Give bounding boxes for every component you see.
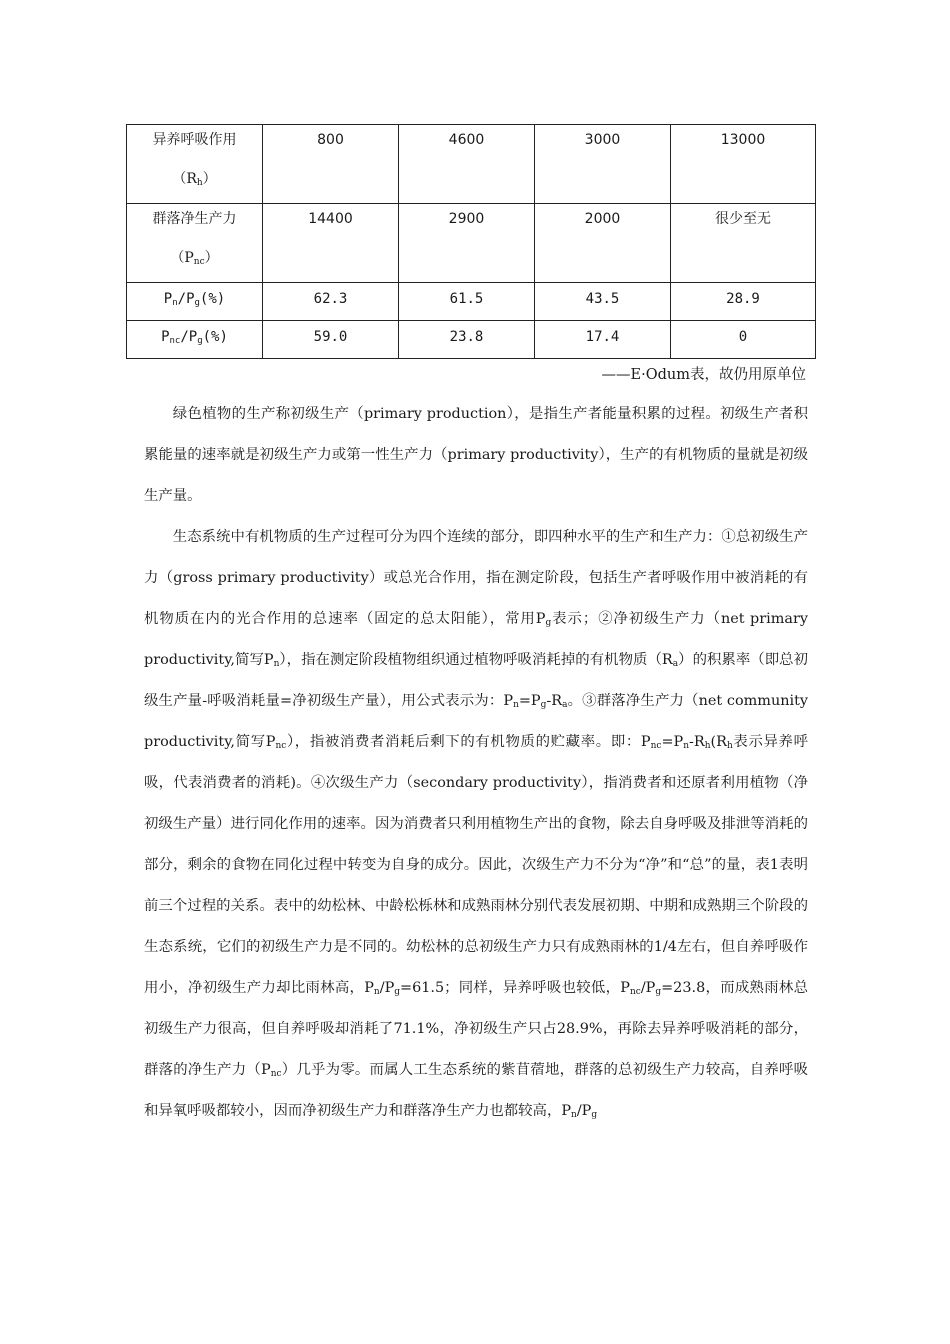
paragraph-productivity-levels [144, 517, 808, 1132]
row-label-text: 异养呼吸作用 [152, 132, 237, 148]
table-row [127, 321, 816, 359]
paren-close: ） [202, 171, 217, 187]
ratio-unit: (%) [202, 329, 228, 345]
cell-value: 4600 [448, 132, 485, 148]
table-cell [399, 283, 535, 321]
table-cell [263, 321, 399, 359]
table-cell [671, 321, 816, 359]
paren-open: （ [170, 250, 185, 266]
cell-value: 43.5 [585, 291, 620, 307]
text-run: -R [546, 693, 563, 709]
cell-value: 800 [317, 132, 344, 148]
table-cell [535, 321, 671, 359]
productivity-table [126, 124, 816, 359]
text-run: =P [518, 693, 541, 709]
table-cell [671, 283, 816, 321]
ratio-den: /P [177, 291, 195, 307]
table-source-note: ——E·Odum表，故仍用原单位 [601, 367, 806, 383]
table-cell [535, 125, 671, 204]
ratio-unit: (%) [199, 291, 226, 307]
text-run: /P [576, 1103, 592, 1119]
ratio-num-sub: n [172, 298, 178, 308]
table-cell [535, 204, 671, 283]
text-run: /P [379, 980, 395, 996]
table-cell [399, 321, 535, 359]
subscript: g [591, 1110, 598, 1120]
symbol-sub: nc [193, 257, 205, 267]
text-run: 表示异养呼吸，代表消费者的消耗)。④次级生产力（secondary productivity），指消费者和还原者利用植物（净初级生产量）进行同化作用的速率。因为消费者只利用植物生产出的食物，除去自身呼吸及排泄等消耗的部分，剩余的食物在同化过程中转变为自身的成分。因此，次级生产力不分为“净”和“总”的量，表1表明前三个过程的关系。表中的幼松林、中龄松栎林和成熟雨林分别代表发展初期、中期和成熟期三个阶段的生态系统，它们的初级生产力是不同的。幼松林的总初级生产力只有成熟雨林的1/4左右，但自养呼吸作用小，净初级生产力却比雨林高，P [144, 734, 808, 996]
subscript: n [513, 700, 519, 710]
subscript: g [655, 987, 662, 997]
cell-value: 61.5 [449, 291, 484, 307]
cell-value: 很少至无 [715, 211, 771, 227]
row-label-community-net-productivity [127, 204, 263, 283]
ratio-den-sub: g [197, 336, 203, 346]
subscript: n [273, 659, 280, 669]
table-cell [399, 125, 535, 204]
table-row [127, 125, 816, 204]
cell-value: 17.4 [585, 329, 620, 345]
text-run: =23.8，而成熟雨林总初级生产力很高，但自养呼吸却消耗了71.1%，净初级生产只占28.9%，再除去异养呼吸消耗的部分，群落的净生产力（P [144, 980, 808, 1078]
ratio-den-sub: g [194, 298, 200, 308]
table-cell [263, 125, 399, 204]
table-cell [399, 204, 535, 283]
subscript: g [540, 700, 547, 710]
text-run: 表示；②净初级生产力（net primary productivity,简写P [144, 611, 808, 668]
paren-open: （ [172, 171, 187, 187]
symbol-base: R [186, 171, 197, 187]
text-run: 。③群落净生产力（net community productivity,简写P [144, 693, 808, 750]
text-run: =61.5；同样，异养呼吸也较低，P [400, 980, 630, 996]
row-label-text: 群落净生产力 [152, 211, 237, 227]
symbol-base: P [184, 250, 194, 266]
paragraph-primary-production: 绿色植物的生产称初级生产（primary production），是指生产者能量积累的过程。初级生产者积累能量的速率就是初级生产力或第一性生产力（primary productivity），生产的有机物质的量就是初级生产量。 [144, 406, 808, 504]
table-cell [671, 204, 816, 283]
table-row [127, 204, 816, 283]
subscript: nc [650, 741, 662, 751]
cell-value: 14400 [308, 211, 353, 227]
subscript: g [394, 987, 401, 997]
cell-value: 3000 [584, 132, 621, 148]
table-cell [263, 283, 399, 321]
cell-value: 23.8 [449, 329, 484, 345]
row-label-heterotrophic-respiration [127, 125, 263, 204]
cell-value: 62.3 [313, 291, 348, 307]
subscript: a [672, 659, 679, 669]
subscript: n [373, 987, 380, 997]
cell-value: 0 [738, 329, 748, 345]
ratio-num: P [163, 291, 173, 307]
ratio-den: /P [180, 329, 198, 345]
subscript: nc [629, 987, 641, 997]
symbol-sub: h [196, 178, 203, 188]
table-cell [263, 204, 399, 283]
ratio-num: P [161, 329, 170, 345]
table-cell [535, 283, 671, 321]
subscript: g [545, 618, 552, 628]
text-run: ），指在测定阶段植物组织通过植物呼吸消耗掉的有机物质（R [279, 652, 673, 668]
text-run: /P [640, 980, 656, 996]
cell-value: 28.9 [726, 291, 760, 307]
subscript: n [571, 1110, 577, 1120]
table-cell [671, 125, 816, 204]
table-row [127, 283, 816, 321]
subscript: h [704, 741, 711, 751]
row-label-pn-pg [127, 283, 263, 321]
row-label-symbol [127, 243, 262, 282]
text-run: =P [661, 734, 684, 750]
text-run: -R [689, 734, 705, 750]
row-label-pnc-pg [127, 321, 263, 359]
cell-value: 2000 [584, 211, 621, 227]
subscript: h [726, 741, 733, 751]
text-run: ）的积累率（即总初级生产量-呼吸消耗量=净初级生产量），用公式表示为：P [144, 652, 808, 709]
text-run: 生态系统中有机物质的生产过程可分为四个连续的部分，即四种水平的生产和生产力：①总初级生产力（gross primary productivity）或总光合作用，指在测定阶段，包括生产者呼吸作用中被消耗的有机物质在内的光合作用的总速率（固定的总太阳能），常用P [144, 529, 808, 627]
text-run: (R [710, 734, 727, 750]
row-label-ratio [127, 321, 262, 347]
subscript: nc [270, 1069, 282, 1079]
text-run: ）几乎为零。而属人工生态系统的紫苜蓿地，群落的总初级生产力较高，自养呼吸和异氧呼吸都较小，因而净初级生产力和群落净生产力也都较高，P [144, 1062, 808, 1119]
cell-value: 2900 [448, 211, 485, 227]
cell-value: 13000 [720, 132, 766, 148]
text-run: ），指被消费者消耗后剩下的有机物质的贮藏率。即：P [286, 734, 651, 750]
row-label-ratio [127, 283, 262, 309]
paren-close: ） [204, 250, 219, 266]
subscript: a [562, 700, 568, 710]
body-text [144, 394, 808, 1132]
row-label-symbol [127, 164, 262, 203]
ratio-num-sub: nc [169, 336, 181, 346]
subscript: nc [275, 741, 287, 751]
cell-value: 59.0 [313, 329, 348, 345]
subscript: n [683, 741, 689, 751]
